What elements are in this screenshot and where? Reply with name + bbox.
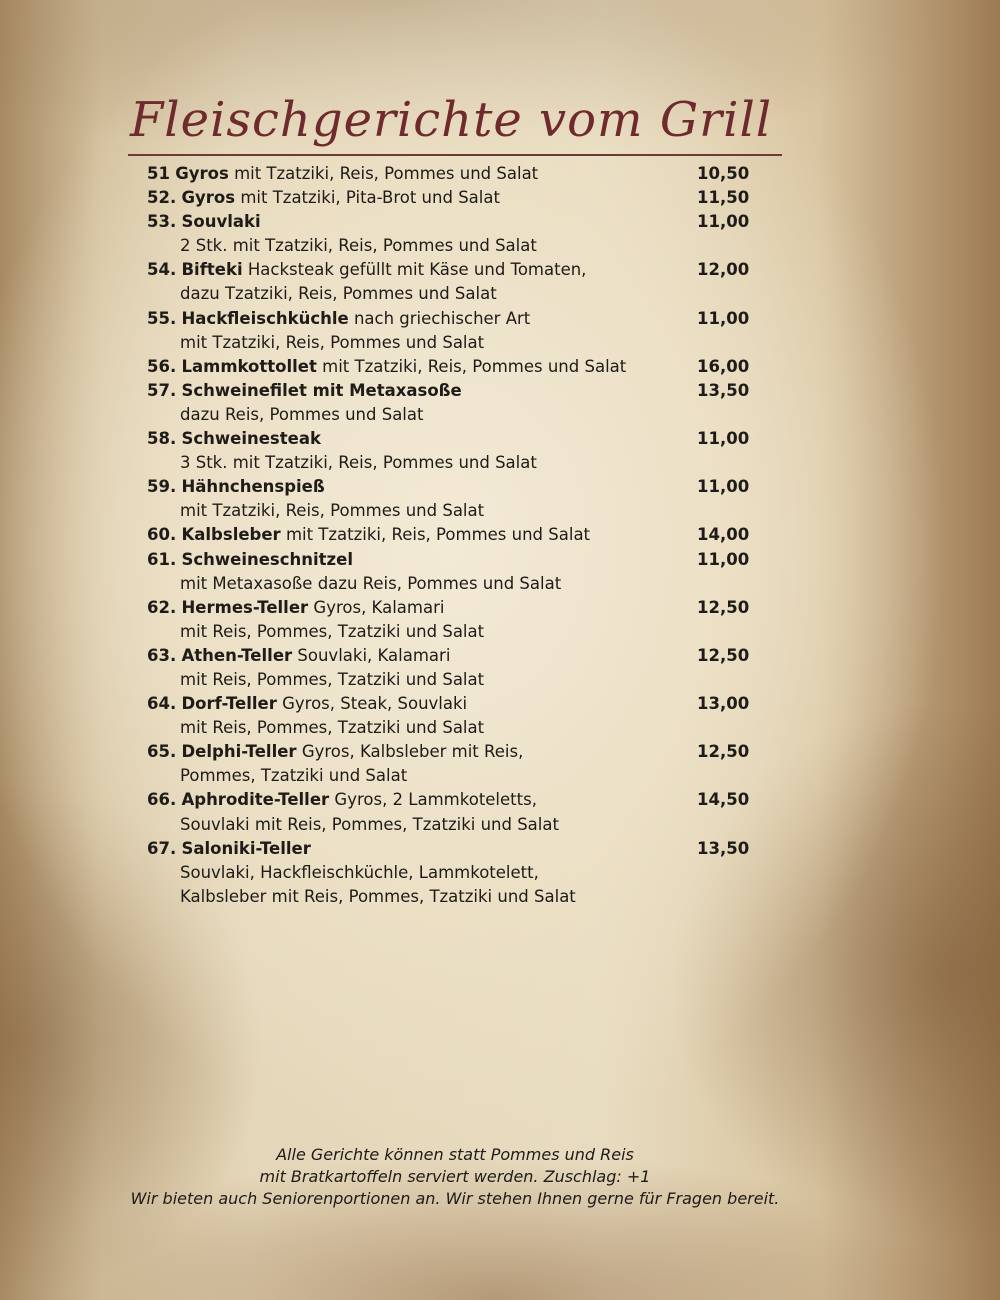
menu-item-details: 2 Stk. mit Tzatziki, Reis, Pommes und Salat (180, 236, 537, 256)
menu-item (147, 379, 767, 427)
menu-item-description: mit Tzatziki, Reis, Pommes und Salat (322, 356, 627, 376)
menu-item-name: Hackfleischküchle (181, 308, 349, 328)
menu-item-price: 11,50 (697, 188, 750, 208)
menu-item-line (147, 740, 767, 764)
menu-item-number: 55. (147, 308, 177, 328)
menu-item-name: Gyros (175, 164, 229, 183)
menu-item-number: 59. (147, 477, 177, 497)
menu-item-description: mit Tzatziki, Reis, Pommes und Salat (285, 525, 591, 545)
page-title: Fleischgerichte vom Grill (130, 92, 773, 148)
menu-item-details: mit Reis, Pommes, Tzatziki und Salat (180, 669, 485, 689)
menu-item (147, 596, 767, 644)
menu-item-number: 58. (147, 429, 177, 449)
menu-item-details: Pommes, Tzatziki und Salat (180, 766, 408, 786)
menu-item-number: 52. (147, 188, 177, 208)
menu-item-price: 12,50 (697, 597, 750, 617)
menu-item (147, 837, 767, 909)
menu-item-line (147, 427, 767, 451)
menu-item-name: Dorf-Teller (181, 694, 277, 714)
menu-item-number: 56. (147, 356, 177, 376)
menu-item-name: Lammkottollet (181, 356, 317, 376)
menu-item (147, 692, 767, 740)
menu-item-details: Kalbsleber mit Reis, Pommes, Tzatziki und Salat (180, 886, 576, 906)
menu-item-line (147, 162, 767, 186)
menu-item-number: 63. (147, 645, 177, 665)
menu-item-name: Kalbsleber (181, 525, 281, 545)
menu-item-name: Gyros (181, 188, 236, 208)
menu-item-details: dazu Tzatziki, Reis, Pommes und Salat (180, 284, 497, 304)
menu-item-description: Souvlaki, Kalamari (297, 645, 451, 665)
menu-item-price: 12,50 (697, 645, 750, 665)
menu-item (147, 210, 767, 258)
menu-item-description: Gyros, Kalamari (313, 597, 445, 617)
menu-item-number: 66. (147, 790, 177, 810)
menu-item-name: Delphi-Teller (181, 742, 297, 762)
menu-item-price: 14,50 (697, 790, 750, 810)
menu-item-description: Gyros, Kalbsleber mit Reis, (301, 742, 524, 762)
menu-item (147, 427, 767, 475)
footer-line: mit Bratkartoffeln serviert werden. Zuschlag: +1 (259, 1167, 651, 1186)
menu-item-line (147, 210, 767, 234)
menu-item-details: 3 Stk. mit Tzatziki, Reis, Pommes und Salat (180, 453, 537, 473)
menu-item-name: Aphrodite-Teller (181, 790, 330, 810)
menu-item-details: Souvlaki, Hackfleischküchle, Lammkotelett, (180, 862, 539, 882)
menu-item-price: 13,50 (697, 380, 750, 400)
menu-item-line (147, 548, 767, 572)
menu-item-number: 64. (147, 694, 177, 714)
menu-item (147, 644, 767, 692)
menu-item-name: Hähnchenspieß (181, 477, 325, 497)
menu-item-line (147, 186, 767, 210)
menu-item-name: Saloniki-Teller (181, 838, 311, 858)
menu-item-number: 51 (147, 164, 170, 183)
menu-item-line (147, 355, 767, 379)
menu-item-price: 11,00 (697, 549, 750, 569)
menu-item-price: 11,00 (697, 429, 750, 449)
menu-item-number: 61. (147, 549, 177, 569)
menu-item-line (147, 644, 767, 668)
menu-item-name: Hermes-Teller (181, 597, 309, 617)
menu-item-number: 54. (147, 260, 177, 280)
footer-line: Wir bieten auch Seniorenportionen an. Wir stehen Ihnen gerne für Fragen bereit. (130, 1189, 780, 1208)
menu-item (147, 475, 767, 523)
menu-item-description: Gyros, Steak, Souvlaki (282, 694, 468, 714)
menu-item-details: mit Reis, Pommes, Tzatziki und Salat (180, 718, 485, 738)
menu-item (147, 788, 767, 836)
title-divider (128, 154, 782, 156)
menu-item-line (147, 379, 767, 403)
footer-line: Alle Gerichte können statt Pommes und Reis (276, 1145, 634, 1164)
menu-item-price: 13,00 (697, 694, 750, 714)
menu-item-price: 10,50 (697, 164, 750, 183)
menu-list (147, 162, 767, 909)
menu-item-details: mit Tzatziki, Reis, Pommes und Salat (180, 501, 485, 521)
menu-item-price: 11,00 (697, 308, 750, 328)
menu-item (147, 258, 767, 306)
menu-item-price: 11,00 (697, 212, 750, 232)
menu-item-line (147, 837, 767, 861)
menu-item-details: mit Tzatziki, Reis, Pommes und Salat (180, 332, 485, 352)
menu-item-description: Gyros, 2 Lammkoteletts, (334, 790, 537, 810)
menu-item-number: 60. (147, 525, 177, 545)
menu-item-line (147, 788, 767, 812)
menu-item-details: Souvlaki mit Reis, Pommes, Tzatziki und Salat (180, 814, 559, 834)
menu-item-description: Hacksteak gefüllt mit Käse und Tomaten, (247, 260, 587, 280)
menu-item-price: 12,50 (697, 742, 750, 762)
menu-item-price: 16,00 (697, 356, 750, 376)
menu-item-details: mit Reis, Pommes, Tzatziki und Salat (180, 621, 485, 641)
menu-item-number: 57. (147, 380, 177, 400)
menu-item-name: Schweineschnitzel (181, 549, 354, 569)
menu-item-line (147, 596, 767, 620)
menu-item-name: Souvlaki (181, 212, 261, 232)
menu-item-price: 12,00 (697, 260, 750, 280)
menu-item-details: mit Metaxasoße dazu Reis, Pommes und Salat (180, 573, 562, 593)
menu-item-price: 13,50 (697, 838, 750, 858)
menu-item (147, 186, 767, 210)
menu-item-details: dazu Reis, Pommes und Salat (180, 404, 424, 424)
menu-item (147, 162, 767, 186)
menu-item-name: Schweinesteak (181, 429, 321, 449)
menu-item-number: 65. (147, 742, 177, 762)
menu-item-price: 14,00 (697, 525, 750, 545)
menu-item-description: nach griechischer Art (353, 308, 531, 328)
menu-item (147, 523, 767, 547)
menu-item-description: mit Tzatziki, Reis, Pommes und Salat (234, 164, 539, 183)
menu-item-number: 67. (147, 838, 177, 858)
menu-item-line (147, 258, 767, 282)
menu-item (147, 548, 767, 596)
footer-note (0, 1144, 910, 1210)
menu-item-price: 11,00 (697, 477, 750, 497)
menu-item-number: 62. (147, 597, 177, 617)
menu-item-line (147, 523, 767, 547)
menu-item-number: 53. (147, 212, 177, 232)
menu-item-name: Bifteki (181, 260, 243, 280)
menu-item-line (147, 692, 767, 716)
menu-item-line (147, 307, 767, 331)
menu-item (147, 740, 767, 788)
menu-item (147, 307, 767, 355)
menu-item (147, 355, 767, 379)
menu-item-description: mit Tzatziki, Pita-Brot und Salat (240, 188, 500, 208)
menu-item-line (147, 475, 767, 499)
menu-item-name: Schweinefilet mit Metaxasoße (181, 380, 462, 400)
menu-item-name: Athen-Teller (181, 645, 293, 665)
